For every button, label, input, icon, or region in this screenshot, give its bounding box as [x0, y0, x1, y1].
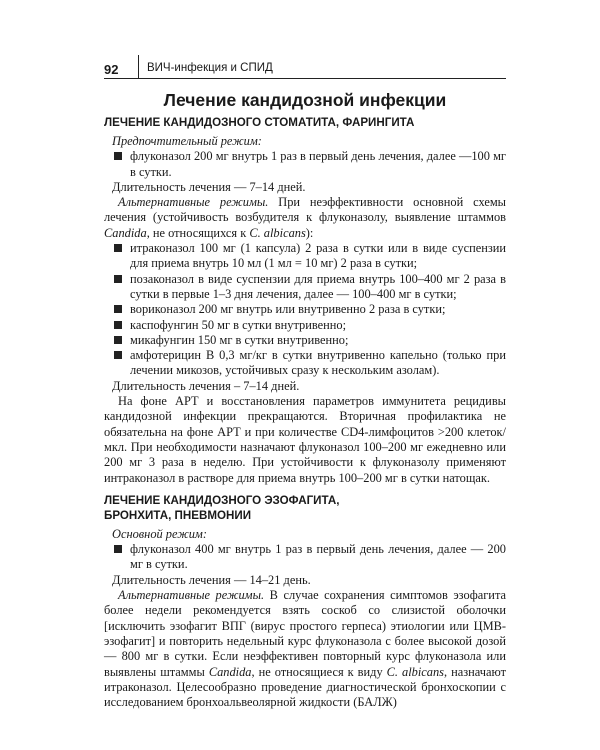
list-item: флуконазол 400 мг внутрь 1 раз в первый день лечения, далее — 200 мг в сутки.: [104, 542, 506, 573]
header-rule: [104, 78, 506, 79]
bullet-icon: [114, 321, 122, 329]
bullet-icon: [114, 336, 122, 344]
main-regimen-list: [104, 542, 506, 573]
treatment-duration: Длительность лечения — 7–14 дней.: [112, 179, 306, 194]
treatment-duration: Длительность лечения – 7–14 дней.: [112, 378, 300, 393]
list-item: итраконазол 100 мг (1 капсула) 2 раза в сутки или в виде суспензии для приема внутрь 10 мл (1 мл = 10 мг) 2 раза в сутки;: [104, 241, 506, 272]
page-title: Лечение кандидозной инфекции: [163, 90, 447, 110]
bullet-icon: [114, 152, 122, 160]
bullet-icon: [114, 244, 122, 252]
list-item: амфотерицин В 0,3 мг/кг в сутки внутривенно капельно (только при лечении микозов, устойчивых сразу к нескольким азолам).: [104, 348, 506, 379]
alternative-regimen-list: [104, 241, 506, 379]
section-heading-stomatitis: ЛЕЧЕНИЕ КАНДИДОЗНОГО СТОМАТИТА, ФАРИНГИТА: [104, 116, 415, 129]
running-title: ВИЧ-инфекция и СПИД: [147, 62, 273, 74]
list-item: вориконазол 200 мг внутрь или внутривенно 2 раза в сутки;: [104, 302, 506, 317]
main-regimen-label: Основной режим:: [112, 526, 207, 541]
preferred-regimen-list: [104, 149, 506, 180]
alternative-regimens-intro: Альтернативные режимы. При неэффективности основной схемы лечения (устойчивость возбудителя к флуконазолу, выявление штаммов Candida, не относящихся к C. albicans):: [104, 195, 507, 240]
list-item: каспофунгин 50 мг в сутки внутривенно;: [104, 318, 506, 333]
bullet-icon: [114, 275, 122, 283]
treatment-duration: Длительность лечения — 14–21 день.: [112, 572, 311, 587]
preferred-regimen-label: Предпочтительный режим:: [112, 134, 262, 148]
list-item: микафунгин 150 мг в сутки внутривенно;: [104, 333, 506, 348]
body-paragraph: На фоне АРТ и восстановления параметров иммунитета рецидивы кандидозной инфекции прекращаются. Вторичная профилактика не обязательна на фоне АРТ и при количестве CD4-лимфоцитов >200 клеток/мкл. При необходимости назначают флуконазол 100–200 мг ежедневно или 200 мг 3 раза в неделю. При устойчивости к флуконазолу применяют интраконазол в растворе для приема внутрь 100–200 мг в сутки натощак.: [104, 394, 506, 485]
alternative-label: Альтернативные режимы.: [118, 588, 265, 603]
section-heading-esophagitis: ЛЕЧЕНИЕ КАНДИДОЗНОГО ЭЗОФАГИТА, БРОНХИТА, ПНЕВМОНИИ: [104, 493, 340, 522]
list-item: позаконазол в виде суспензии для приема внутрь 100–400 мг 2 раза в сутки в первые 1–3 дня лечения, далее — 100–400 мг в сутки;: [104, 272, 506, 303]
page-number: 92: [104, 62, 119, 77]
page-content: [104, 89, 506, 710]
bullet-icon: [114, 545, 122, 553]
alternative-regimens-paragraph: Альтернативные режимы. В случае сохранения симптомов эзофагита более недели рекомендуется взять соскоб со слизистой оболочки [исключить эзофагит ВПГ (вирус простого герпеса) этиологии или ЦМВ-эзофагит] и повторить недельный курс флуконазола с более высокой дозой — 800 мг в сутки. Если неэффективен повторный курс флуконазола или выявлены штаммы Candida, не относящиеся к виду C. albicans, назначают итраконазол. Целесообразно проведение диагностической бронхоскопии с исследованием бронхоальвеолярной жидкости (БАЛЖ): [104, 588, 507, 710]
bullet-icon: [114, 305, 122, 313]
list-item: флуконазол 200 мг внутрь 1 раз в первый день лечения, далее —100 мг в сутки.: [104, 149, 506, 180]
alternative-label: Альтернативные режимы.: [118, 195, 269, 210]
header-divider: [138, 55, 139, 78]
bullet-icon: [114, 351, 122, 359]
